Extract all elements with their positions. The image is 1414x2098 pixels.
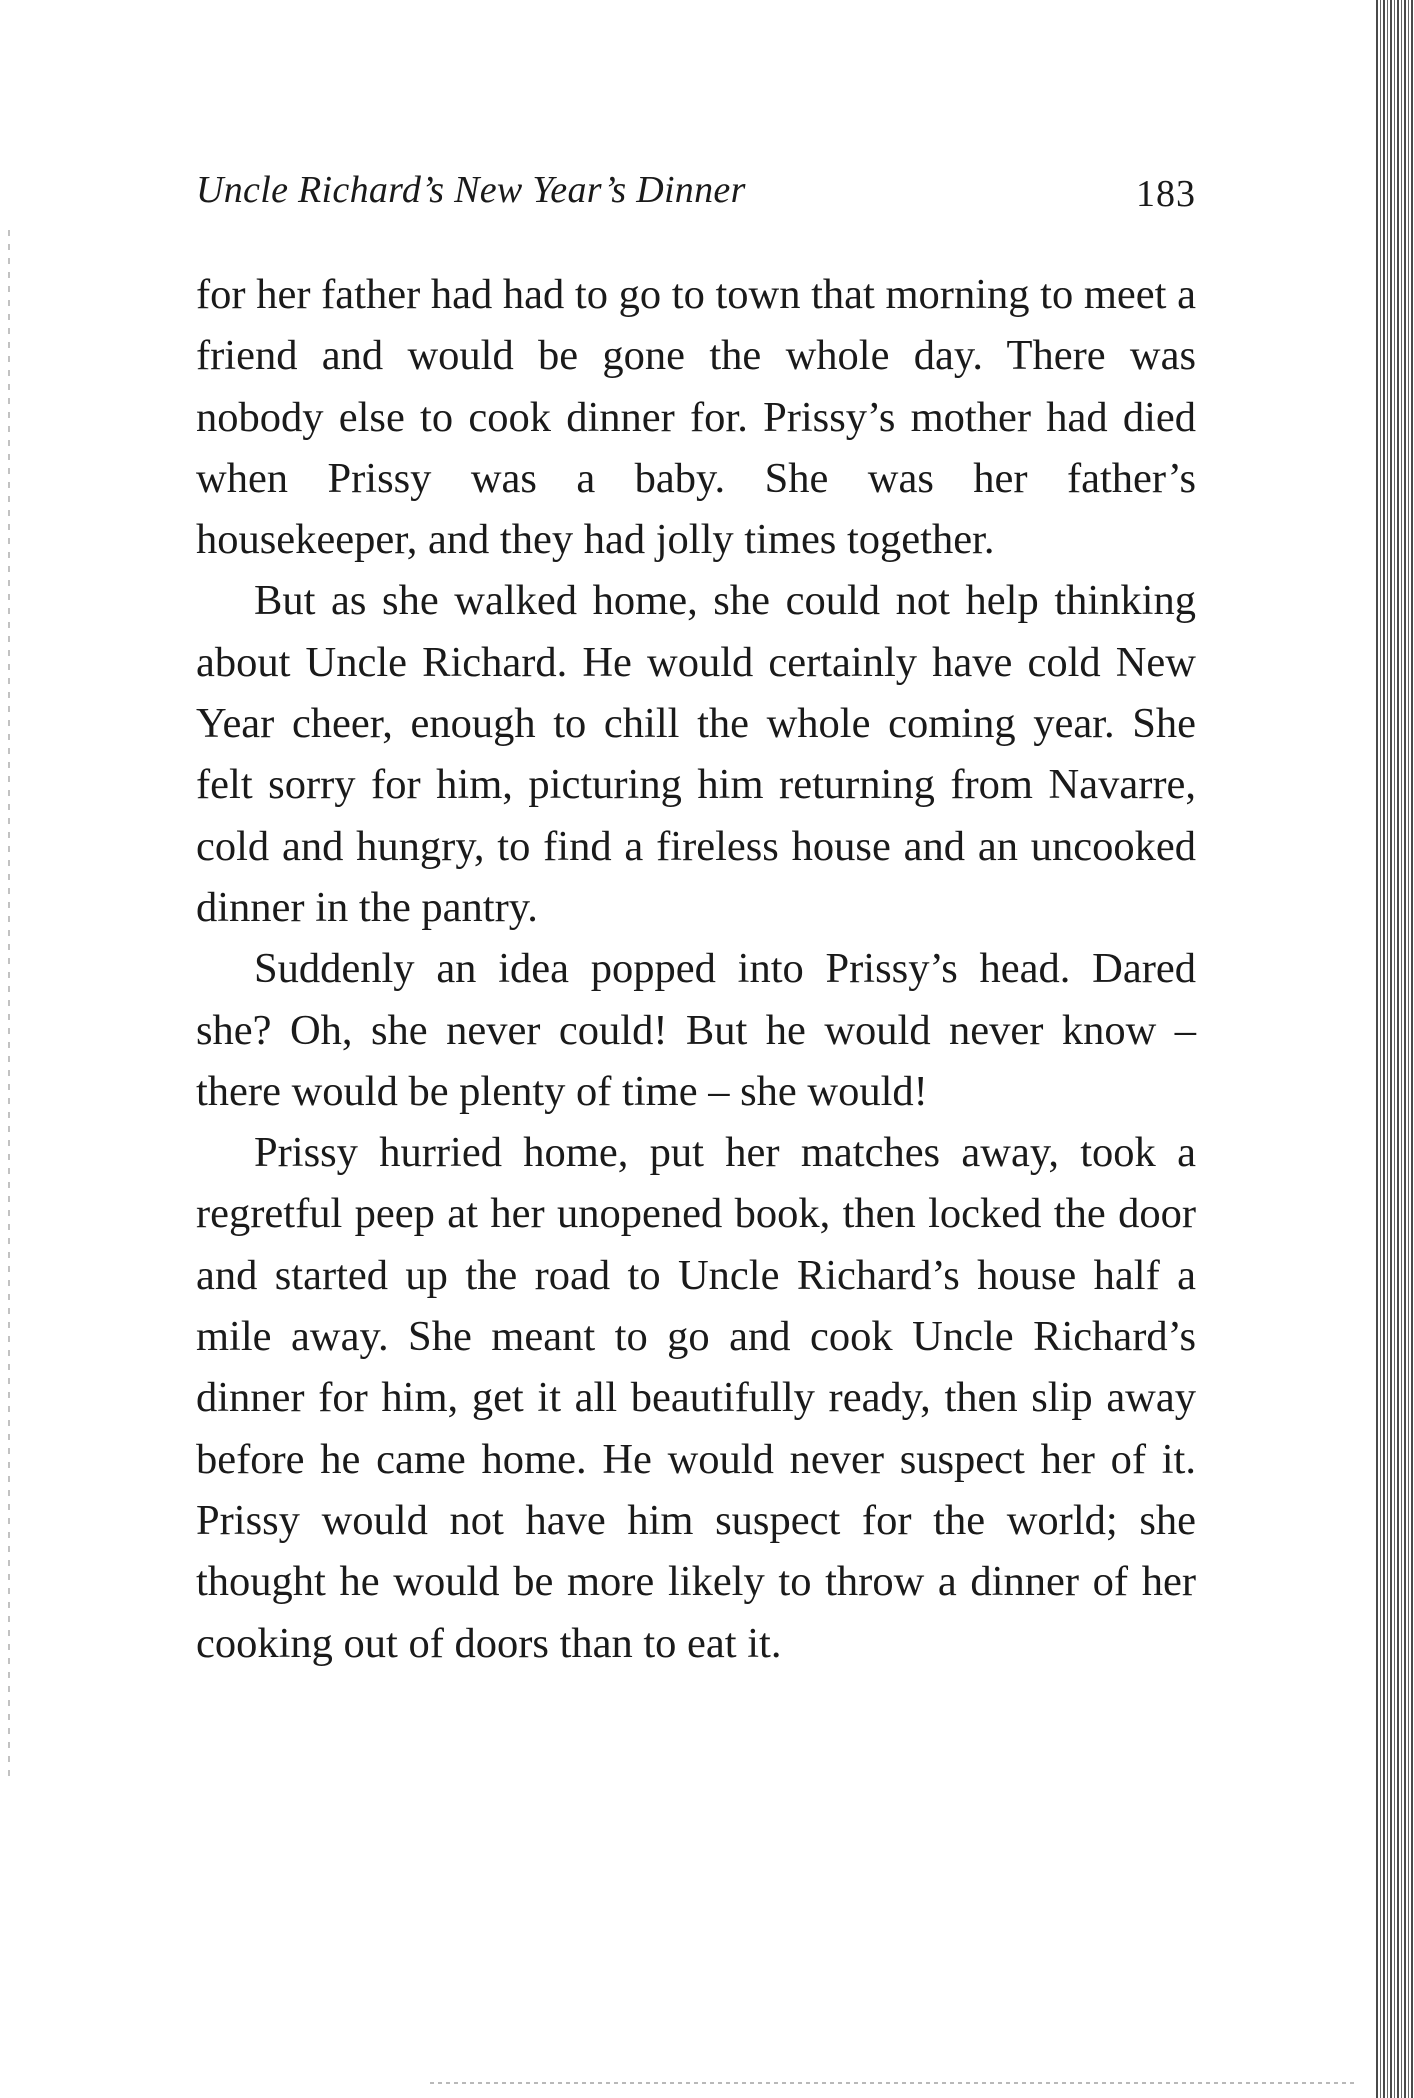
paragraph-2: But as she walked home, she could not help thinking about Uncle Richard. He would certainly have cold New Year cheer, enough to chill the whole coming year. She felt sorry for him, picturing him returning from Navarre, cold and hungry, to find a fireless house and an uncooked dinner in the pantry. [196,577,1196,931]
body-text [196,264,1196,1674]
scan-edge-bottom [430,2082,1354,2084]
paragraph-1: for her father had had to go to town that morning to meet a friend and would be gone the whole day. There was nobody else to cook dinner for. Prissy’s mother had died when Prissy was a baby. She was her father’s housekeeper, and they had jolly times together. [196,271,1196,564]
paragraph-4: Prissy hurried home, put her matches away, took a regretful peep at her unopened book, then locked the door and started up the road to Uncle Richard’s house half a mile away. She meant to go and cook Uncle Richard’s dinner for him, get it all beautifully ready, then slip away before he came home. He would never suspect her of it. Prissy would not have him suspect for the world; she thought he would be more likely to throw a dinner of her cooking out of doors than to eat it. [196,1129,1196,1667]
paragraph-3: Suddenly an idea popped into Prissy’s head. Dared she? Oh, she never could! But he would never know – there would be plenty of time – she would! [196,945,1196,1115]
scan-edge-right [1374,0,1414,2098]
running-head [196,168,1196,228]
running-title: Uncle Richard’s New Year’s Dinner [196,169,746,211]
scan-edge-left [8,230,10,1780]
page-number: 183 [1136,173,1196,215]
